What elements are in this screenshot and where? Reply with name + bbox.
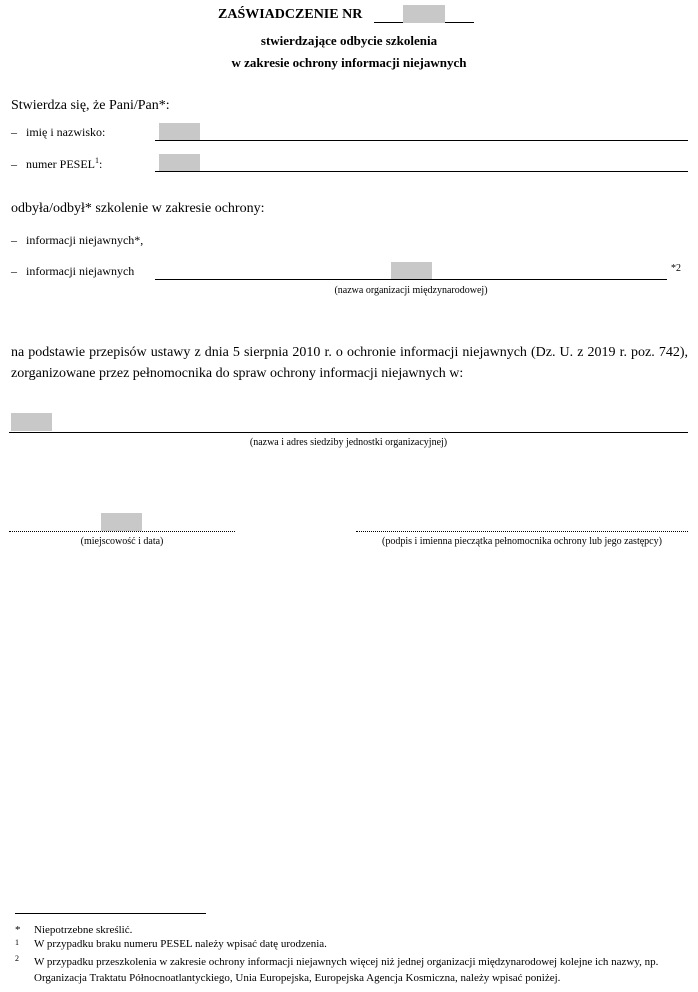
training-item-classified: – informacji niejawnych*, [11,233,144,247]
document-subtitle-2: w zakresie ochrony informacji niejawnych [231,55,467,70]
footnote-text: Niepotrzebne skreślić. [34,924,133,936]
training-item-international: – informacji niejawnych [11,264,135,278]
intro-lead: Stwierdza się, że Pani/Pan*: [11,98,170,113]
pesel-label: – numer PESEL$^1$: [11,156,103,171]
training-lead: odbyła/odbył* szkolenie w zakresie ochrony: [11,201,265,216]
footnote-2 [15,954,675,986]
pesel-redaction [159,154,200,171]
organization-caption: (nazwa organizacji międzynarodowej) [334,285,488,296]
footnote-text: W przypadku przeszkolenia w zakresie ochrony informacji niejawnych więcej niż jednej organizacji międzynarodowej kolejne ich nazwy, np. Organizacja Traktatu Północnoatlantyckiego, Unia Europejska, Europejska Agencja Kosmiczna, należy wpisać poniżej. [34,956,659,984]
unit-redaction [11,413,52,431]
footnote-1 [15,938,675,950]
footnote-asterisk [15,924,675,936]
footnote-ref-2: *2 [671,263,681,274]
organization-redaction [391,262,432,279]
document-title: ZAŚWIADCZENIE NR [218,7,363,22]
name-label: – imię i nazwisko: [11,125,106,139]
name-redaction [159,123,200,140]
certificate-number-redaction [403,5,445,23]
unit-field-line[interactable] [9,432,688,433]
unit-caption: (nazwa i adres siedziby jednostki organizacyjnej) [249,437,448,448]
organization-field-line[interactable] [155,279,667,280]
document-subtitle-1: stwierdzające odbycie szkolenia [260,33,438,48]
legal-basis-text: na podstawie przepisów ustawy z dnia 5 sierpnia 2010 r. o ochronie informacji niejawnych (Dz. U. z 2019 r. poz. 742), zorganizowane przez pełnomocnika do spraw ochrony informacji niejawnych w: [11,345,688,381]
footnote-mark: 2 [15,954,19,963]
name-field-line[interactable] [155,140,688,141]
footnote-mark: 1 [15,938,19,947]
signature-line[interactable] [356,531,688,532]
place-date-line[interactable] [9,531,235,532]
pesel-field-line[interactable] [155,171,688,172]
place-date-redaction [101,513,142,531]
footnote-text: W przypadku braku numeru PESEL należy wpisać datę urodzenia. [34,938,327,950]
footnote-ref-1: 1 [95,156,99,165]
footnote-separator [15,913,206,914]
place-date-caption: (miejscowość i data) [80,536,164,547]
signature-caption: (podpis i imienna pieczątka pełnomocnika ochrony lub jego zastępcy) [382,536,662,547]
footnote-mark: * [15,924,21,936]
